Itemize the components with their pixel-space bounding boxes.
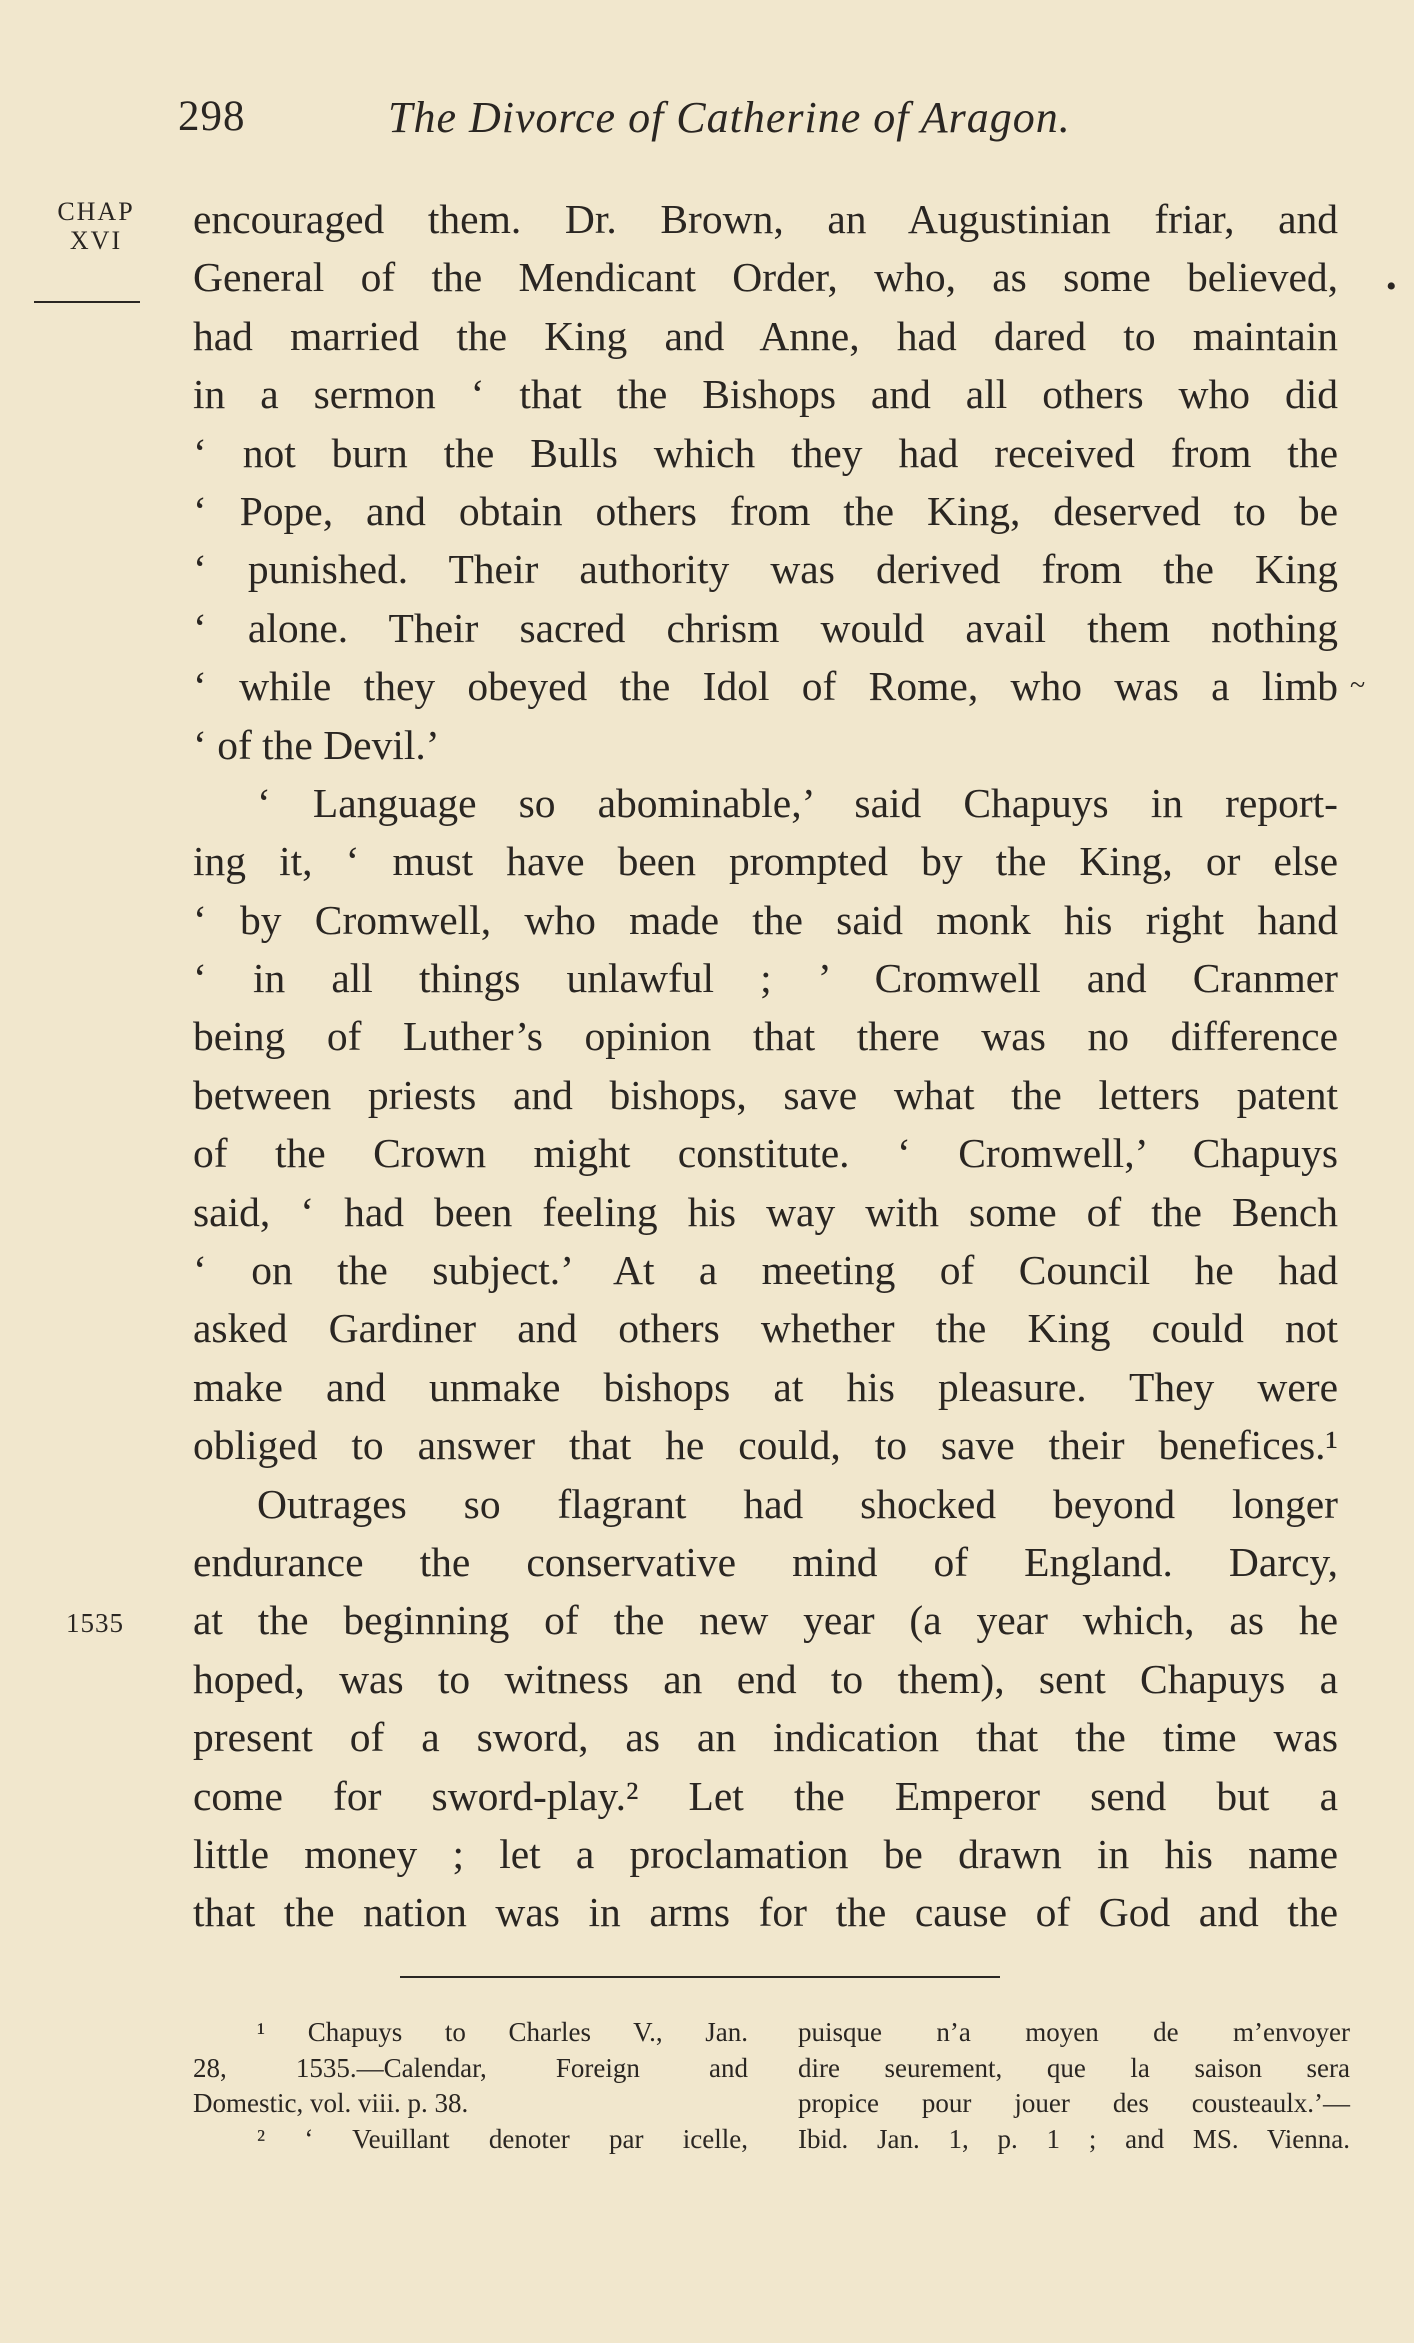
text-line: little money ; let a proclamation be drawn in his name	[193, 1830, 1338, 1877]
text-line: endurance the conservative mind of England. Darcy,	[193, 1538, 1338, 1585]
chapter-label: CHAP	[57, 197, 135, 226]
text-line: encouraged them. Dr. Brown, an Augustinian friar, and	[193, 196, 1338, 242]
text-line: of the Crown might constitute. ‘ Cromwell,’ Chapuys	[193, 1130, 1338, 1177]
text-line: asked Gardiner and others whether the King could not	[193, 1305, 1338, 1352]
margin-chapter-note	[44, 197, 148, 255]
text-line: ‘ punished. Their authority was derived from the King	[193, 546, 1338, 593]
text-line: present of a sword, as an indication that the time was	[193, 1714, 1338, 1761]
footnote-line: 28, 1535.—Calendar, Foreign and	[193, 2052, 748, 2083]
footnotes-left-column	[193, 2015, 748, 2157]
text-line: ‘ in all things unlawful ; ’ Cromwell and Cranmer	[193, 955, 1338, 1002]
margin-rule	[34, 301, 140, 303]
text-line: obliged to answer that he could, to save their benefices.¹	[193, 1422, 1338, 1469]
footnote-line: puisque n’a moyen de m’envoyer	[798, 2017, 1350, 2047]
chapter-number: XVI	[69, 226, 123, 255]
margin-dot-mark: •	[1386, 270, 1397, 303]
text-line: General of the Mendicant Order, who, as some believed,	[193, 254, 1338, 301]
text-line: at the beginning of the new year (a year which, as he	[193, 1597, 1338, 1644]
text-line: make and unmake bishops at his pleasure. They were	[193, 1363, 1338, 1410]
body-text	[193, 190, 1338, 1942]
margin-year: 1535	[66, 1608, 124, 1638]
footnote-line: Domestic, vol. viii. p. 38.	[193, 2088, 469, 2118]
text-line: Outrages so flagrant had shocked beyond longer	[257, 1480, 1338, 1527]
text-line: being of Luther’s opinion that there was no difference	[193, 1013, 1338, 1060]
margin-dash-mark: ~	[1350, 670, 1366, 701]
text-line: ‘ of the Devil.’	[193, 721, 440, 768]
text-line: between priests and bishops, save what the letters patent	[193, 1071, 1338, 1118]
footnote-line: ¹ Chapuys to Charles V., Jan.	[257, 2017, 748, 2047]
text-line: that the nation was in arms for the cause of God and the	[193, 1889, 1338, 1936]
footnote-line: ² ‘ Veuillant denoter par icelle,	[257, 2123, 748, 2154]
text-line: ‘ by Cromwell, who made the said monk his right hand	[193, 896, 1338, 943]
text-line: come for sword-play.² Let the Emperor send but a	[193, 1772, 1338, 1819]
text-line: ‘ on the subject.’ At a meeting of Council he had	[193, 1247, 1338, 1294]
text-line: ing it, ‘ must have been prompted by the King, or else	[193, 838, 1338, 885]
footnote-rule	[400, 1976, 1000, 1978]
text-line: said, ‘ had been feeling his way with some of the Bench	[193, 1188, 1338, 1235]
page-number: 298	[178, 93, 246, 140]
running-title: The Divorce of Catherine of Aragon.	[388, 93, 1071, 142]
text-line: ‘ Language so abominable,’ said Chapuys in report-	[257, 779, 1338, 826]
text-line: ‘ Pope, and obtain others from the King, deserved to be	[193, 487, 1338, 534]
footnotes-right-column	[798, 2015, 1350, 2157]
footnote-line: dire seurement, que la saison sera	[798, 2052, 1350, 2083]
text-line: hoped, was to witness an end to them), sent Chapuys a	[193, 1655, 1338, 1702]
text-line: ‘ not burn the Bulls which they had received from the	[193, 429, 1338, 476]
text-line: ‘ while they obeyed the Idol of Rome, who was a limb	[193, 663, 1338, 710]
running-header	[178, 92, 1338, 154]
footnote-line: Ibid. Jan. 1, p. 1 ; and MS. Vienna.	[798, 2123, 1350, 2154]
text-line: ‘ alone. Their sacred chrism would avail them nothing	[193, 604, 1338, 651]
text-line: in a sermon ‘ that the Bishops and all others who did	[193, 371, 1338, 418]
text-line: had married the King and Anne, had dared to maintain	[193, 312, 1338, 359]
footnote-line: propice pour jouer des cousteaulx.’—	[798, 2088, 1350, 2118]
